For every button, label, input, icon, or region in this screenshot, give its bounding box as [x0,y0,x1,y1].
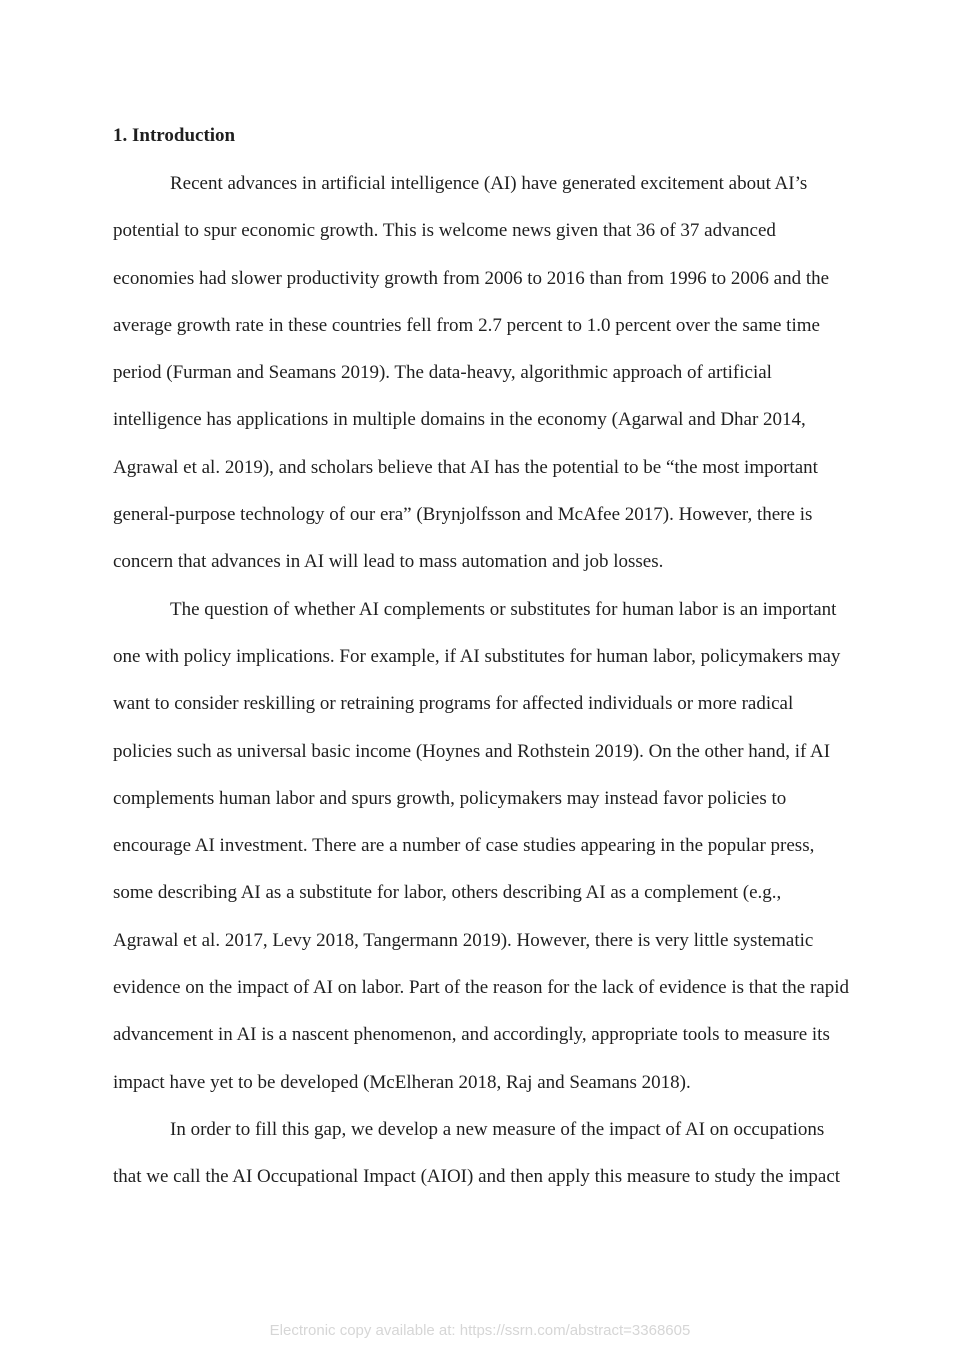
paragraph-line: complements human labor and spurs growth, policymakers may instead favor policies to [113,787,787,809]
paragraph-line: In order to fill this gap, we develop a new measure of the impact of AI on occupations [170,1118,825,1140]
ssrn-footer-link[interactable]: Electronic copy available at: https://ssrn.com/abstract=3368605 [269,1322,691,1339]
paragraph-line: want to consider reskilling or retraining programs for affected individuals or more radical [113,693,794,715]
paragraph-line: period (Furman and Seamans 2019). The data-heavy, algorithmic approach of artificial [113,362,772,384]
paragraph-line: The question of whether AI complements or substitutes for human labor is an important [170,598,837,620]
paragraph-line: encourage AI investment. There are a number of case studies appearing in the popular press, [113,835,815,857]
paragraph-line: one with policy implications. For example, if AI substitutes for human labor, policymakers may [113,645,841,667]
paragraph-line: advancement in AI is a nascent phenomenon, and accordingly, appropriate tools to measure its [113,1024,830,1046]
paragraph-line: Agrawal et al. 2019), and scholars believe that AI has the potential to be “the most important [113,456,818,478]
paragraph-line: intelligence has applications in multiple domains in the economy (Agarwal and Dhar 2014, [113,409,806,431]
paragraph-line: average growth rate in these countries fell from 2.7 percent to 1.0 percent over the same time [113,314,820,336]
paragraph-line: some describing AI as a substitute for labor, others describing AI as a complement (e.g., [113,882,782,904]
paragraph-line: Agrawal et al. 2017, Levy 2018, Tangermann 2019). However, there is very little systematic [113,929,814,951]
paragraph-line: general-purpose technology of our era” (Brynjolfsson and McAfee 2017). However, there is [113,504,813,526]
section-heading: 1. Introduction [113,125,236,146]
paragraph-line: evidence on the impact of AI on labor. Part of the reason for the lack of evidence is that the rapid [113,977,849,999]
paragraph-line: Recent advances in artificial intelligence (AI) have generated excitement about AI’s [170,173,808,194]
body-text [113,170,853,1211]
paragraph-line: potential to spur economic growth. This is welcome news given that 36 of 37 advanced [113,220,776,242]
paragraph-line: policies such as universal basic income (Hoynes and Rothstein 2019). On the other hand, if AI [113,740,831,762]
paragraph-line: concern that advances in AI will lead to mass automation and job losses. [113,551,664,573]
paragraph-line: impact have yet to be developed (McElheran 2018, Raj and Seamans 2018). [113,1071,691,1093]
paragraph-line: that we call the AI Occupational Impact (AIOI) and then apply this measure to study the impact [113,1166,841,1188]
paragraph-line: economies had slower productivity growth from 2006 to 2016 than from 1996 to 2006 and the [113,267,830,289]
